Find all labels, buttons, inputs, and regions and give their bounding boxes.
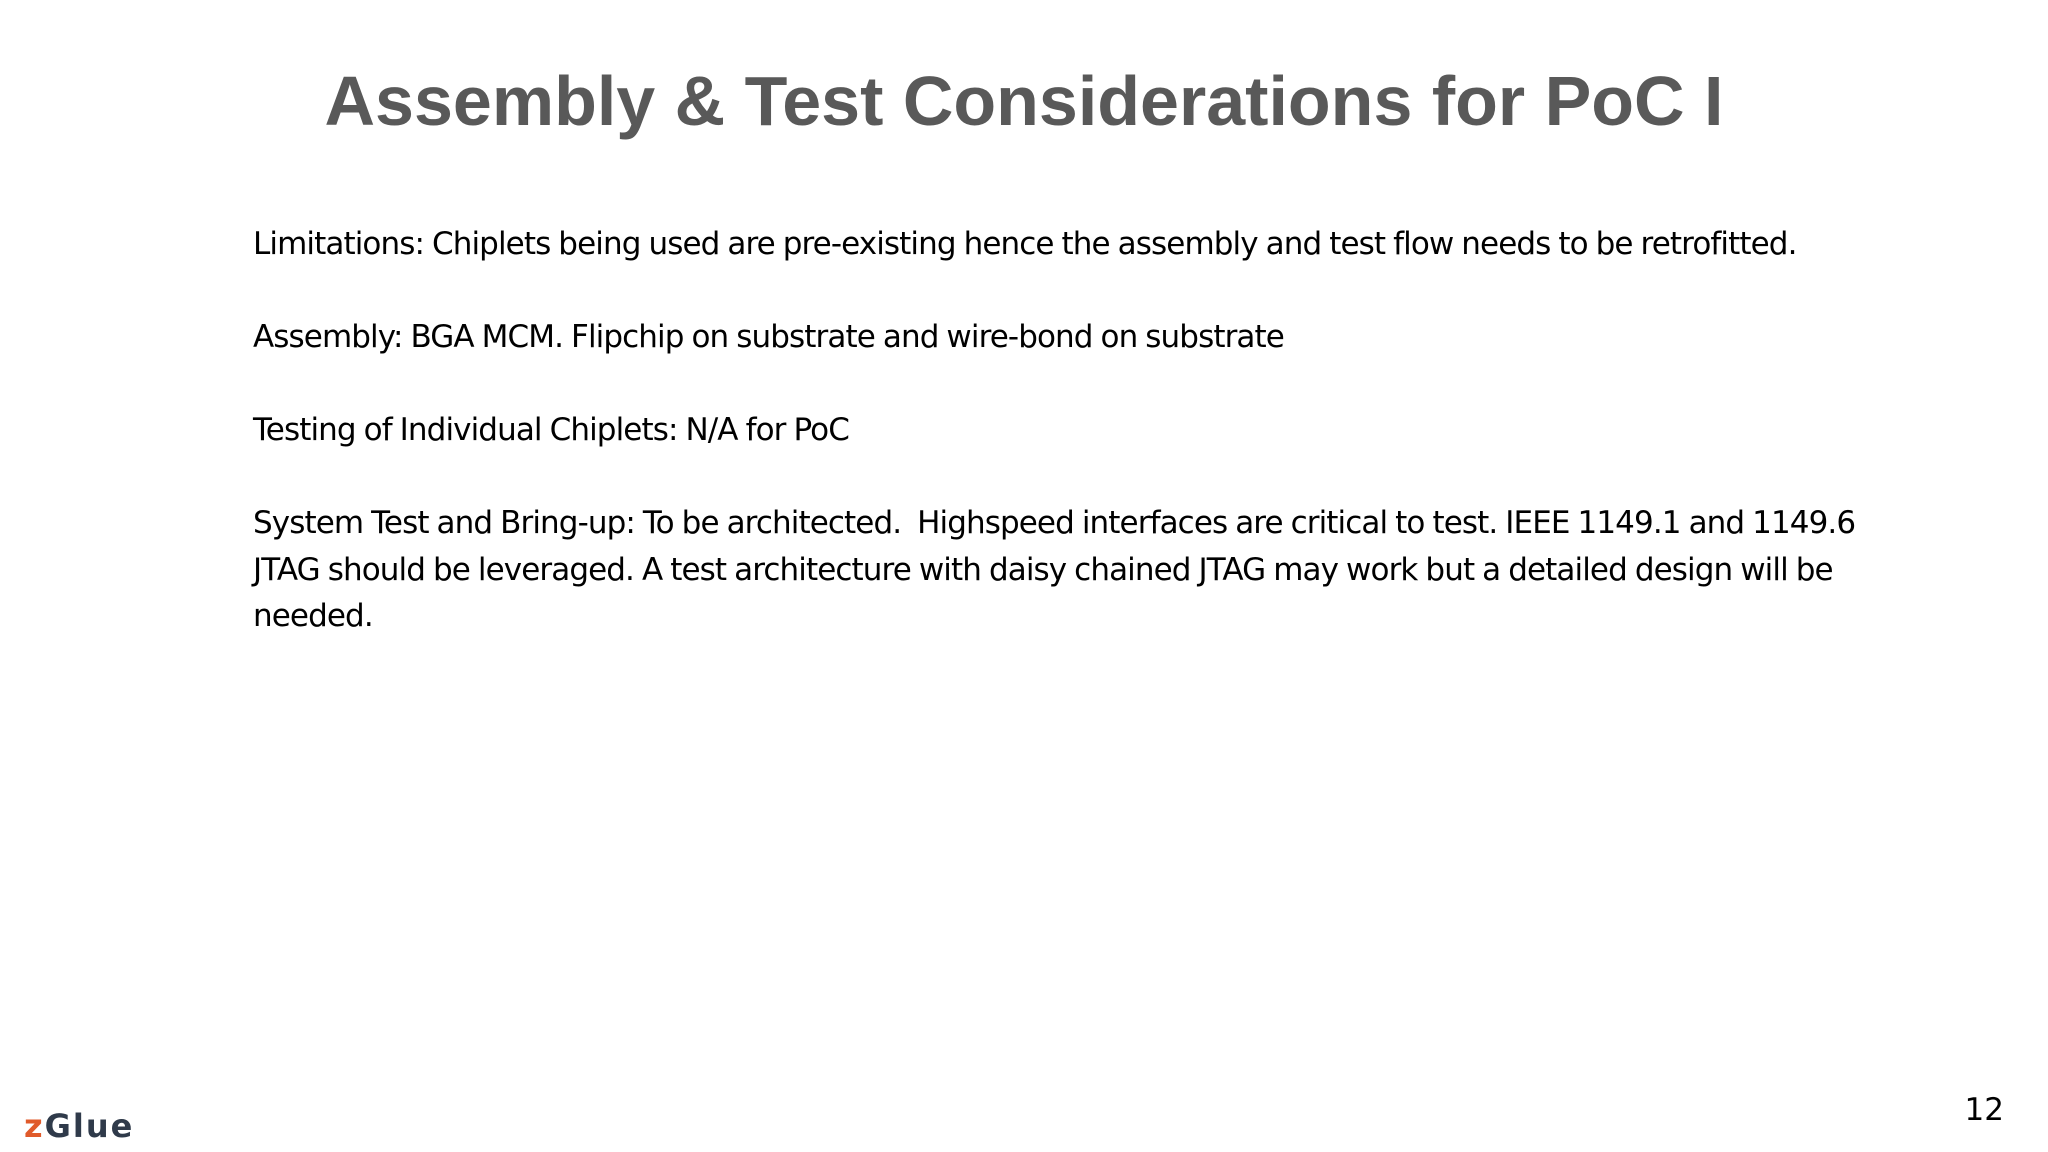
slide-body <box>253 221 1873 640</box>
paragraph-system-test: System Test and Bring-up: To be architected. Highspeed interfaces are critical to test. IEEE 1149.1 and 1149.6 JTAG should be leveraged. A test architecture with daisy chained JTAG may work but a detailed design will be needed. <box>253 505 1864 634</box>
logo-first-letter: z <box>24 1107 45 1145</box>
paragraph-testing-chiplets: Testing of Individual Chiplets: N/A for PoC <box>253 412 849 448</box>
slide-title: Assembly & Test Considerations for PoC I <box>324 62 1724 140</box>
logo-text: Glue <box>44 1107 135 1145</box>
paragraph-assembly: Assembly: BGA MCM. Flipchip on substrate and wire-bond on substrate <box>253 319 1284 355</box>
page-number: 12 <box>1964 1092 2004 1128</box>
zglue-logo <box>24 1104 134 1148</box>
paragraph-limitations: Limitations: Chiplets being used are pre-existing hence the assembly and test flow needs to be retrofitted. <box>253 226 1797 262</box>
